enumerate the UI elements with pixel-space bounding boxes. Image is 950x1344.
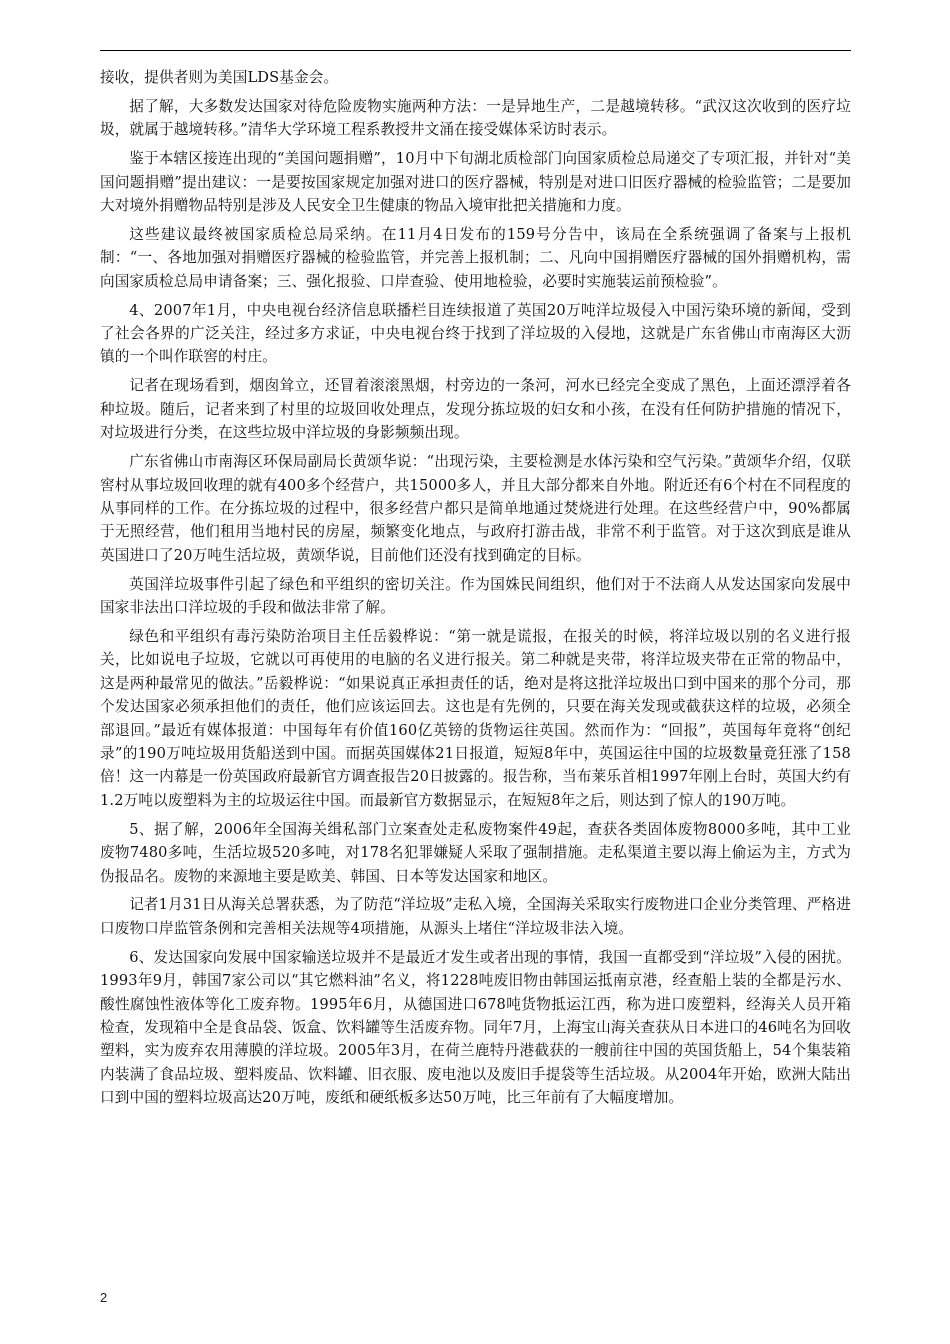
paragraph: 4、2007年1月，中央电视台经济信息联播栏目连续报道了英国20万吨洋垃圾侵入中国污染环境的新闻，受到了社会各界的广泛关注，经过多方求证，中央电视台终于找到了洋垃圾的入侵地，这就是广东省佛山市南海区大沥镇的一个叫作联窖的村庄。 — [100, 301, 851, 366]
paragraph: 绿色和平组织有毒污染防治项目主任岳毅桦说：“第一就是谎报，在报关的时候，将洋垃圾以别的名义进行报关，比如说电子垃圾，它就以可再使用的电脑的名义进行报关。第二种就是夹带，将洋垃圾夹带在正常的物品中，这是两种最常见的做法。”岳毅桦说：“如果说真正承担责任的话，绝对是将这批洋垃圾出口到中国来的那个分司，那个发达国家必须承担他们的责任，他们应该运回去。这也是有先例的，只要在海关发现或截获这样的垃圾，必须全部退回。”最近有媒体报道：中国每年有价值160亿英镑的货物运往英国。然而作为：“回报”，英国每年竟将“创纪录”的190万吨垃圾用货船送到中国。而据英国媒体21日报道，短短8年中，英国运往中国的垃圾数量竟狂涨了158倍！这一内幕是一份英国政府最新官方调查报告20日披露的。报告称，当布莱乐首相1997年刚上台时，英国大约有1.2万吨以废塑料为主的垃圾运往中国。而最新官方数据显示，在短短8年之后，则达到了惊人的190万吨。 — [100, 627, 851, 809]
paragraph: 记者在现场看到，烟囱耸立，还冒着滚滚黑烟，村旁边的一条河，河水已经完全变成了黑色，上面还漂浮着各种垃圾。随后，记者来到了村里的垃圾回收处理点，发现分拣垃圾的妇女和小孩，在没有任何防护措施的情况下，对垃圾进行分类，在这些垃圾中洋垃圾的身影频频出现。 — [100, 377, 851, 442]
page-number: 2 — [100, 1290, 108, 1305]
body-text — [100, 66, 851, 1115]
paragraph: 6、发达国家向发展中国家输送垃圾并不是最近才发生或者出现的事情，我国一直都受到“洋垃圾”入侵的困扰。1993年9月，韩国7家公司以“其它燃料油”名义，将1228吨废旧物由韩国运抵南京港，经查船上装的全都是污水、酸性腐蚀性液体等化工废弃物。1995年6月，从德国进口678吨货物抵运江西，称为进口废塑料，经海关人员开箱检查，发现箱中全是食品袋、饭盒、饮料罐等生活废弃物。同年7月，上海宝山海关查获从日本进口的46吨名为回收塑料，实为废弃农用薄膜的洋垃圾。2005年3月，在荷兰鹿特丹港截获的一艘前往中国的英国货船上，54个集装箱内装满了食品垃圾、塑料废品、饮料罐、旧衣服、废电池以及废旧手提袋等生活垃圾。从2004年开始，欧洲大陆出口到中国的塑料垃圾高达20万吨，废纸和硬纸板多达50万吨，比三年前有了大幅度增加。 — [100, 948, 851, 1107]
paragraph: 英国洋垃圾事件引起了绿色和平组织的密切关注。作为国姝民间组织，他们对于不法商人从发达国家向发展中国家非法出口洋垃圾的手段和做法非常了解。 — [100, 575, 851, 617]
paragraph: 据了解，大多数发达国家对待危险废物实施两种方法：一是异地生产，二是越境转移。“武汉这次收到的医疗垃圾，就属于越境转移。”清华大学环境工程系教授井文涌在接受媒体采访时表示。 — [100, 97, 851, 139]
paragraph: 记者1月31日从海关总署获悉，为了防范“洋垃圾”走私入境，全国海关采取实行废物进口企业分类管理、严格进口废物口岸监管条例和完善相关法规等4项措施，从源头上堵住“洋垃圾非法入境。 — [100, 896, 851, 937]
paragraph: 鉴于本辖区接连出现的“美国问题捐赠”，10月中下旬湖北质检部门向国家质检总局递交了专项汇报，并针对“美国问题捐赠”提出建议：一是要按国家规定加强对进口的医疗器械，特别是对进口旧医疗器械的检验监管；二是要加大对境外捐赠物品特别是涉及人民安全卫生健康的物品入境审批把关措施和力度。 — [100, 150, 851, 215]
header-rule — [100, 50, 851, 51]
paragraph: 接收，提供者则为美国LDS基金会。 — [100, 69, 339, 86]
paragraph: 这些建议最终被国家质检总局采纳。在11月4日发布的159号分告中，该局在全系统强调了备案与上报机制：“一、各地加强对捐赠医疗器械的检验监管，并完善上报机制；二、凡向中国捐赠医疗器械的国外捐赠机构，需向国家质检总局申请备案；三、强化报验、口岸查验、使用地检验，必要时实施装运前预检验”。 — [100, 225, 851, 290]
paragraph: 广东省佛山市南海区环保局副局长黄颂华说：“出现污染，主要检测是水体污染和空气污染。”黄颂华介绍，仅联窖村从事垃圾回收理的就有400多个经营户，共15000多人，并且大部分都来自外地。附近还有6个村在不同程度的从事同样的工作。在分拣垃圾的过程中，很多经营户都只是简单地通过焚烧进行处理。在这些经营户中，90%都属于无照经营，他们租用当地村民的房屋，频繁变化地点，与政府打游击战，非常不利于监管。对于这次到底是谁从英国进口了20万吨生活垃圾，黄颂华说，目前他们还没有找到确定的目标。 — [100, 453, 851, 564]
paragraph: 5、据了解，2006年全国海关缉私部门立案查处走私废物案件49起，查获各类固体废物8000多吨，其中工业废物7480多吨，生活垃圾520多吨，对178名犯罪嫌疑人采取了强制措施。走私渠道主要以海上偷运为主，方式为伪报品名。废物的来源地主要是欧美、韩国、日本等发达国家和地区。 — [100, 820, 851, 885]
